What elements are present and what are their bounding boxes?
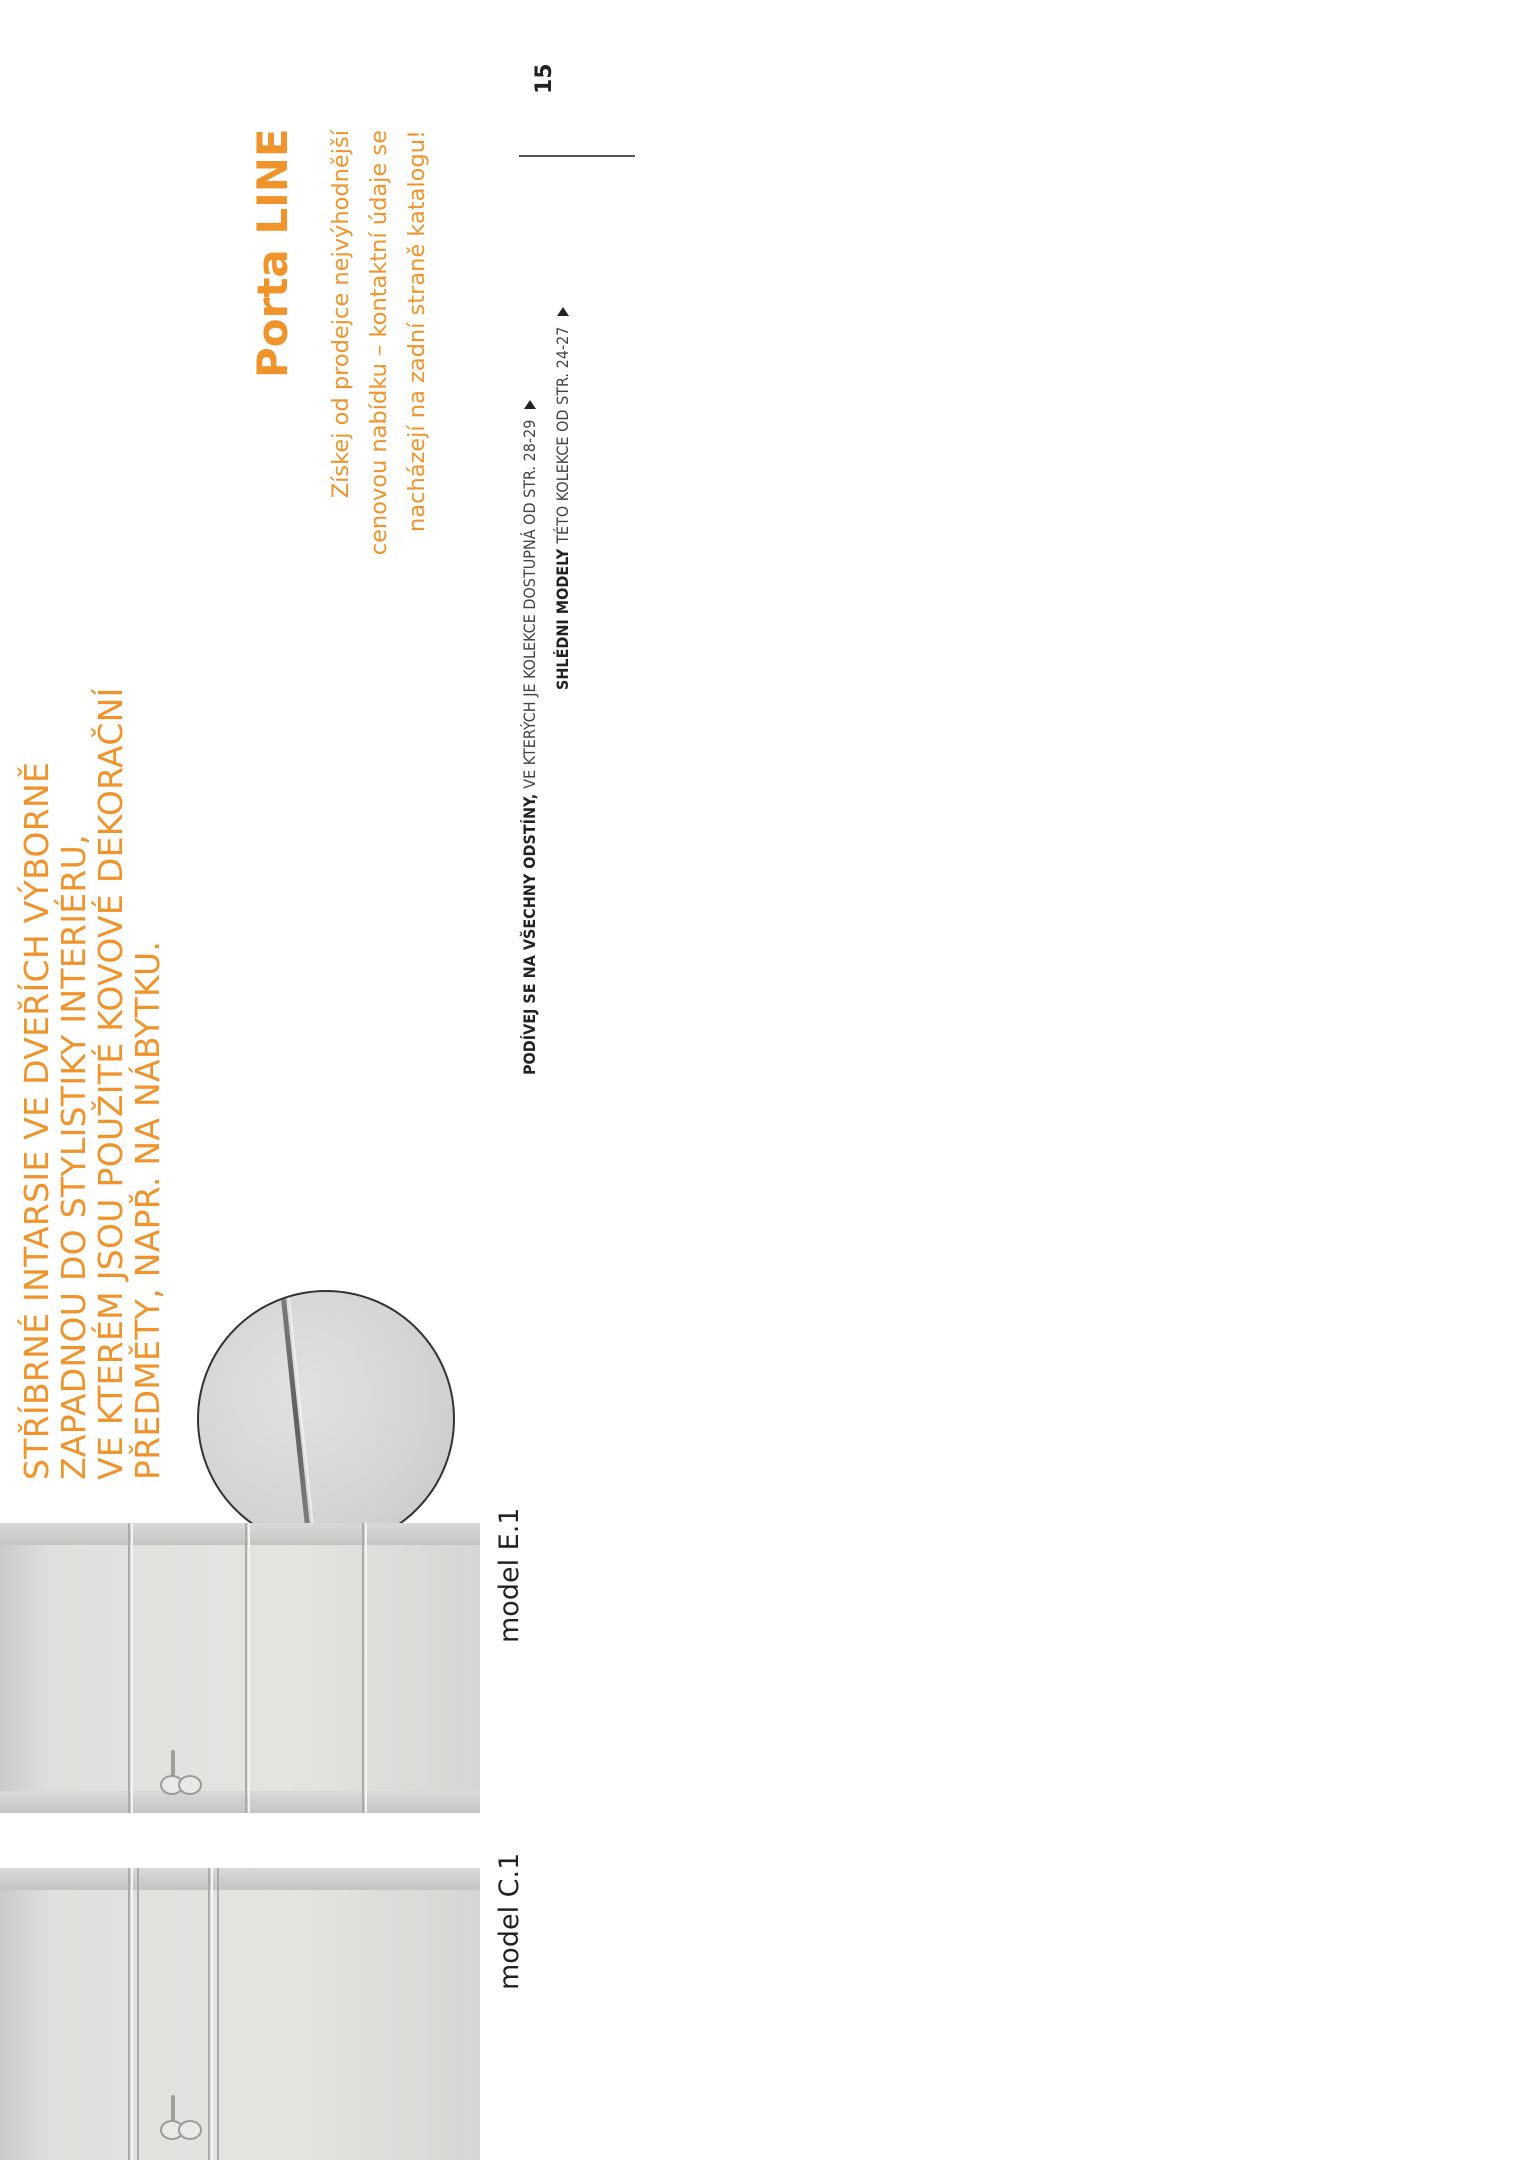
arrow-right-icon [557, 307, 569, 316]
door-edge [0, 1868, 480, 1890]
door-edge [0, 1523, 480, 1545]
brand-text-line: nacházejí na zadní straně katalogu! [404, 130, 430, 532]
door-image-c1 [0, 1868, 480, 2160]
door-groove [217, 1868, 219, 2160]
brand-text-line: Získej od prodejce nejvýhodnější [328, 130, 354, 499]
brand-text [322, 130, 436, 645]
arrow-right-icon [524, 400, 536, 409]
promo-models-link[interactable] [553, 307, 572, 690]
promo-shades-bold: PODÍVEJ SE NA VŠECHNY ODSTÍNY, [520, 793, 539, 1075]
door-groove [208, 1868, 210, 2160]
intro-paragraph [18, 687, 166, 1480]
intro-line: VE KTERÉM JSOU POUŽITÉ KOVOVÉ DEKORAČNÍ [91, 687, 130, 1480]
promo-models-bold: SHLÉDNI MODELY [553, 548, 572, 690]
promo-shades-text: VE KTERÝCH JE KOLEKCE DOSTUPNÁ OD STR. 28-29 [520, 419, 539, 789]
intro-line: ZAPADNOU DO STYLISTIKY INTERIÉRU, [54, 834, 93, 1480]
brand-title: Porta LINE [248, 128, 297, 378]
model-label-c1: model C.1 [494, 1852, 525, 1990]
door-lock-icon [178, 1775, 202, 1795]
door-groove-highlight [248, 1523, 250, 1813]
door-groove [137, 1868, 139, 2160]
door-groove [362, 1523, 364, 1813]
door-groove-highlight [211, 1868, 213, 2160]
door-groove-highlight [131, 1523, 133, 1813]
promo-shades-link[interactable] [520, 400, 539, 1075]
door-edge [0, 1791, 480, 1813]
door-groove [128, 1523, 130, 1813]
intro-line: PŘEDMĚTY, NAPŘ. NA NÁBYTKU. [128, 940, 167, 1480]
door-lock-icon [178, 2120, 202, 2140]
door-groove [128, 1868, 130, 2160]
door-groove [245, 1523, 247, 1813]
divider-line [519, 155, 635, 157]
page-number: 15 [532, 63, 557, 94]
promo-models-text: TÉTO KOLEKCE OD STR. 24-27 [553, 326, 572, 544]
intro-line: STŘÍBRNÉ INTARSIE VE DVEŘÍCH VÝBORNĚ [17, 761, 56, 1480]
door-image-e1 [0, 1523, 480, 1813]
intarsia-highlight [285, 1290, 318, 1548]
model-label-e1: model E.1 [494, 1507, 525, 1643]
door-groove-highlight [365, 1523, 367, 1813]
detail-magnifier-image [197, 1290, 455, 1548]
brand-text-line: cenovou nabídku – kontaktní údaje se [366, 130, 392, 556]
door-groove-highlight [131, 1868, 133, 2160]
